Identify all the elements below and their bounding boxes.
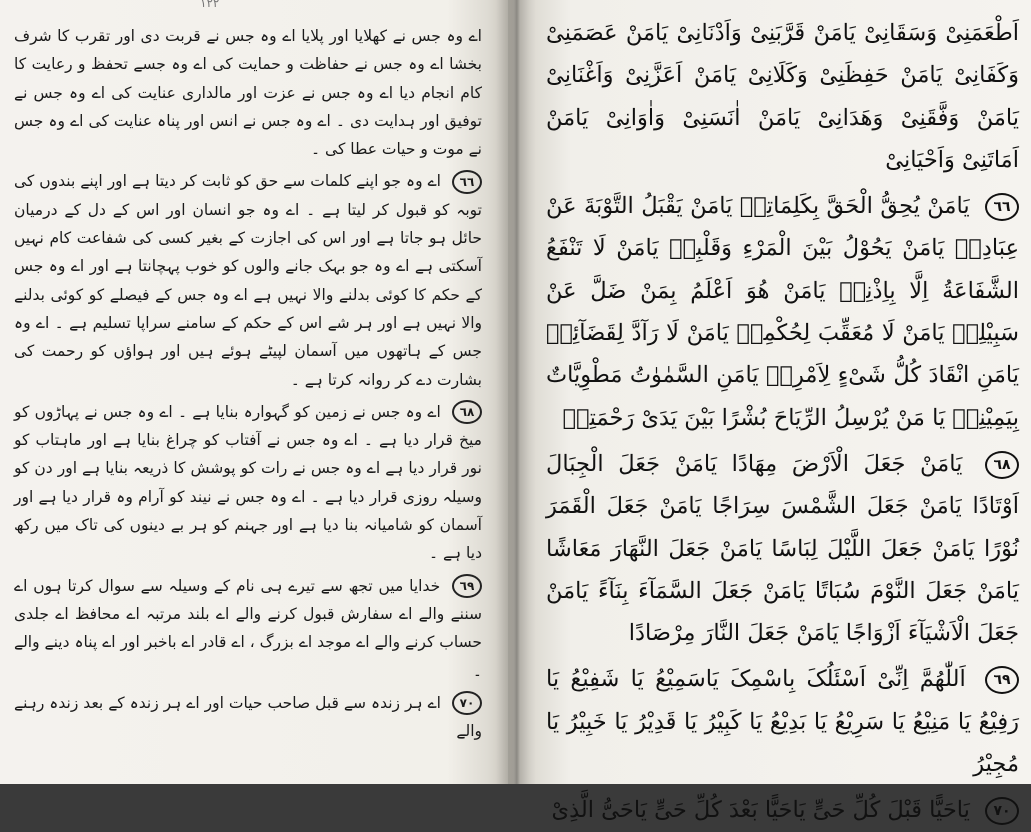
urdu-paragraph-text: اے وہ جس نے کھلایا اور پلایا اے وہ جس نے قربت دی اور تقرب کا شرف بخشا اے وہ جس نے حفاظت و حمایت کی اے وہ جسے تحفظ و رعایت کا کام انجام دیا اے وہ جس نے عزت اور مالداری عنایت کی اے وہ جس نے توفیق اور ہدایت دی ۔ اے وہ جس نے انس اور پناہ عنایت کی اے وہ جس نے موت و حیات عطا کی ۔ (14, 27, 482, 159)
arabic-paragraph (546, 443, 1019, 654)
arabic-paragraph-text: اَللّٰهُمَّ اِنِّیْ اَسْئَلُکَ بِاسْمِکَ یَاسَمِیْعُ یَا شَفِیْعُ یَا رَفِیْعُ یَا مَنِیْعُ یَا سَرِیْعُ یَا بَدِیْعُ یَا کَبِیْرُ یَا قَدِیْرُ یَا خَبِیْرُ یَا مُجِیْرُ (546, 666, 1019, 778)
urdu-paragraph (14, 572, 482, 685)
arabic-paragraph (546, 789, 1019, 831)
verse-number-badge: ٧٠ (452, 691, 482, 715)
urdu-paragraph-text: خدایا میں تجھ سے تیرے ہی نام کے وسیلہ سے سوال کرتا ہوں اے سننے والے اے سفارش قبول کرنے والے اے بلند مرتبہ اے محافظ اے جلدی حساب کرنے والے اے موجد اے بزرگ ، اے قادر اے باخبر اور اے پناہ دینے والے ۔ (14, 576, 482, 680)
arabic-paragraph (546, 185, 1019, 439)
verse-number-badge: ٧٠ (985, 797, 1019, 825)
verse-number-badge: ٦٨ (452, 400, 482, 424)
arabic-paragraph (546, 12, 1019, 181)
verse-number-badge: ٦٩ (452, 574, 482, 598)
urdu-paragraph-text: اے ہر زندہ سے قبل صاحب حیات اور اے ہر زندہ کے بعد زندہ رہنے والے (14, 693, 482, 741)
verse-number-badge: ٦٦ (452, 170, 482, 194)
page-number: ١٢٢ (200, 0, 220, 10)
arabic-paragraph-text: اَطْعَمَنِیْ وَسَقَانِیْ یَامَنْ قَرَّبَنِیْ وَاَدْنَانِیْ یَامَنْ عَصَمَنِیْ وَکَفَانِیْ یَامَنْ حَفِظَنِیْ وَکَلَانِیْ یَامَنْ اَعَزَّنِیْ وَاَغْنَانِیْ یَامَنْ وَفَّقَنِیْ وَهَدَانِیْ یَامَنْ اٰنَسَنِیْ وَاٰوَانِیْ یَامَنْ اَمَاتَنِیْ وَاَحْیَانِیْ (546, 20, 1019, 173)
urdu-paragraph-text: اے وہ جو اپنے کلمات سے حق کو ثابت کر دیتا ہے اور اپنے بندوں کی توبہ کو قبول کر لیتا ہے ۔ اے وہ جو انسان اور اس کے دل کے درمیان حائل ہو جاتا ہے اور اس کی اجازت کے بغیر کسی کی شفاعت کام نہیں آسکتی ہے اے وہ جو بہک جانے والوں کو خوب پہچانتا ہے اور اے وہ جس کے حکم کا کوئی بدلنے والا نہیں ہے اے وہ جس کے فیصلے کو کوئی بدلنے والا نہیں ہے اور ہر شے اس کے حکم کے سامنے سراپا تسلیم ہے ۔ اے وہ جس کے ہاتھوں میں آسمان لپیٹے ہوئے ہیں اور ہواؤں کو رحمت کی بشارت دے کر روانہ کرتا ہے ۔ (14, 172, 482, 389)
arabic-supplication-body (546, 12, 1019, 832)
verse-number-badge: ٦٨ (985, 451, 1019, 479)
arabic-paragraph-text: یَاحَیًّا قَبْلَ کُلِّ حَیٍّ یَاحَیًّا بَعْدَ کُلِّ حَیٍّ یَاحَیُّ الَّذِیْ (551, 797, 970, 824)
left-page-urdu-translation (0, 0, 508, 784)
urdu-paragraph (14, 689, 482, 746)
arabic-paragraph (546, 658, 1019, 785)
urdu-translation-body (14, 22, 482, 745)
urdu-paragraph-text: اے وہ جس نے زمین کو گہوارہ بنایا ہے ۔ اے وہ جس نے پہاڑوں کو میخ قرار دیا ہے ۔ اے وہ جس نے آفتاب کو چراغ بنایا ہے اور ماہتاب کو نور قرار دیا ہے اے وہ جس نے رات کو پوشش کا ذریعہ بنایا ہے اور دن کو وسیلہ روزی قرار دیا ہے ۔ اے وہ جس نے نیند کو آرام وہ قرار دیا ہے اور آسمان کو شامیانہ بنا دیا ہے اور جہنم کو ہر بے دینوں کی تاک میں رکھ دیا ہے ۔ (14, 402, 482, 563)
verse-number-badge: ٦٩ (985, 666, 1019, 694)
urdu-paragraph (14, 167, 482, 393)
right-page-arabic-text (508, 0, 1031, 824)
urdu-paragraph (14, 22, 482, 163)
verse-number-badge: ٦٦ (985, 193, 1019, 221)
arabic-paragraph-text: یَامَنْ جَعَلَ الْاَرْضَ مِهَادًا یَامَنْ جَعَلَ الْجِبَالَ اَوْتَادًا یَامَنْ جَعَلَ الشَّمْسَ سِرَاجًا یَامَنْ جَعَلَ الْقَمَرَ نُوْرًا یَامَنْ جَعَلَ اللَّیْلَ لِبَاسًا یَامَنْ جَعَلَ النَّهَارَ مَعَاشًا یَامَنْ جَعَلَ النَّوْمَ سُبَاتًا یَامَنْ جَعَلَ السَّمَآءَ بِنَآءً یَامَنْ جَعَلَ الْاَشْیَآءَ اَزْوَاجًا یَامَنْ جَعَلَ النَّارَ مِرْصَادًا (546, 450, 1019, 647)
arabic-paragraph-text: یَامَنْ یُحِقُّ الْحَقَّ بِکَلِمَاتِهٖ یَامَنْ یَقْبَلُ التَّوْبَةَ عَنْ عِبَادِهٖ یَامَنْ یَحُوْلُ بَیْنَ الْمَرْءِ وَقَلْبِهٖ یَامَنْ لَا تَنْفَعُ الشَّفَاعَةُ اِلَّا بِاِذْنِهٖ یَامَنْ هُوَ اَعْلَمُ بِمَنْ ضَلَّ عَنْ سَبِیْلِهٖ یَامَنْ لَا مُعَقِّبَ لِحُکْمِهٖ یَامَنْ لَا رَآدَّ لِقَضَآئِهٖ یَامَنِ انْقَادَ کُلُّ شَیْءٍ لِاَمْرِهٖ یَامَنِ السَّمٰوٰتُ مَطْوِیَّاتٌ بِیَمِیْنِهٖ یَا مَنْ یُرْسِلُ الرِّیَاحَ بُشْرًا بَیْنَ یَدَیْ رَحْمَتِهٖ (546, 193, 1019, 431)
urdu-paragraph (14, 398, 482, 568)
